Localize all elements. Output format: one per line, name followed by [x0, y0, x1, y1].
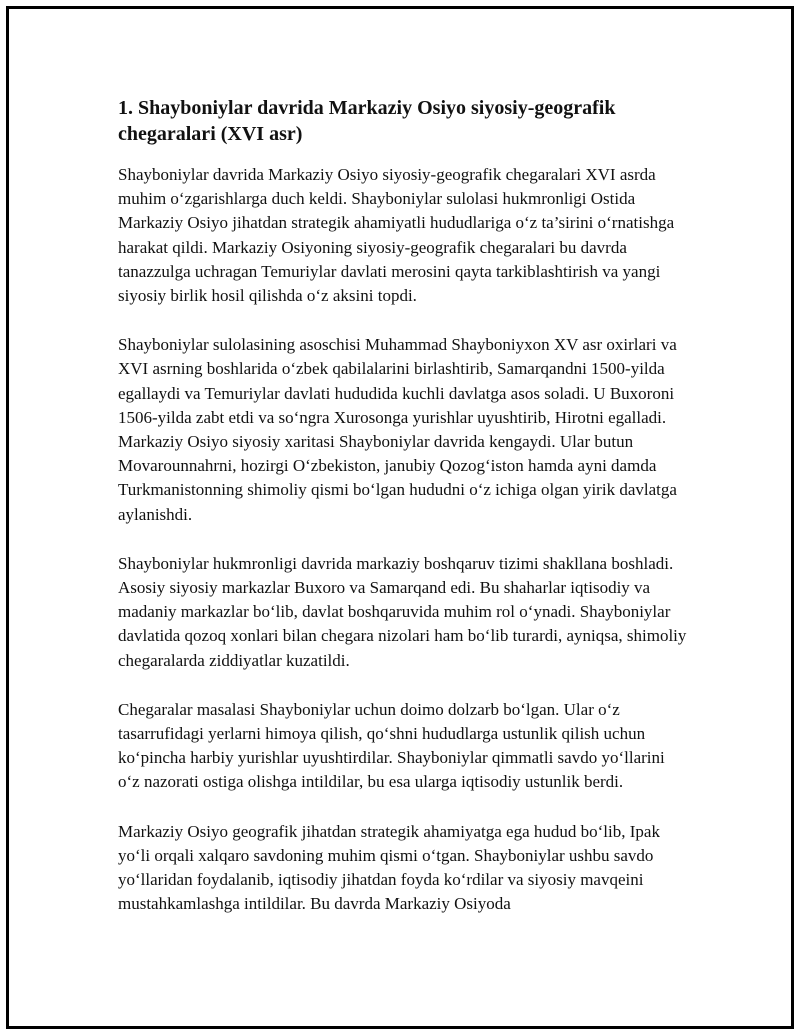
paragraph-2: Shayboniylar sulolasining asoschisi Muhammad Shayboniyxon XV asr oxirlari va XVI asrning boshlarida o‘zbek qabilalarini birlashtirib, Samarqandni 1500-yilda egallaydi va Temuriylar davlati hududida kuchli davlatga asos soladi. U Buxoroni 1506-yilda zabt etdi va so‘ngra Xurosonga yurishlar uyushtirib, Hirotni egalladi. Markaziy Osiyo siyosiy xaritasi Shayboniylar davrida kengaydi. Ular butun Movarounnahrni, hozirgi O‘zbekiston, janubiy Qozog‘iston hamda ayni damda Turkmanistonning shimoliy qismi bo‘lgan hududni o‘z ichiga olgan yirik davlatga aylanishdi.: [118, 335, 677, 524]
paragraph-5: Markaziy Osiyo geografik jihatdan strategik ahamiyatga ega hudud bo‘lib, Ipak yo‘li orqali xalqaro savdoning muhim qismi o‘tgan. Shayboniylar ushbu savdo yo‘llaridan foydalanib, iqtisodiy jihatdan foyda ko‘rdilar va siyosiy mavqeini mustahkamlashga intildilar. Bu davrda Markaziy Osiyoda: [118, 821, 660, 914]
document-body: [118, 95, 688, 941]
paragraph-3: Shayboniylar hukmronligi davrida markaziy boshqaruv tizimi shakllana boshladi. Asosiy siyosiy markazlar Buxoro va Samarqand edi. Bu shaharlar iqtisodiy va madaniy markazlar bo‘lib, davlat boshqaruvida muhim rol o‘ynadi. Shayboniylar davlatida qozoq xonlari bilan chegara nizolari ham bo‘lib turardi, ayniqsa, shimoliy chegaralarda ziddiyatlar kuzatildi.: [118, 553, 687, 670]
document-page: [6, 6, 794, 1029]
section-heading: 1. Shayboniylar davrida Markaziy Osiyo siyosiy-geografik chegaralari (XVI asr): [118, 97, 616, 145]
paragraph-4: Chegaralar masalasi Shayboniylar uchun doimo dolzarb bo‘lgan. Ular o‘z tasarrufidagi yerlarni himoya qilish, qo‘shni hududlarga ustunlik qilish uchun ko‘pincha harbiy yurishlar uyushtirdilar. Shayboniylar qimmatli savdo yo‘llarini o‘z nazorati ostiga olishga intildilar, bu esa ularga iqtisodiy ustunlik berdi.: [118, 699, 665, 792]
paragraph-1: Shayboniylar davrida Markaziy Osiyo siyosiy-geografik chegaralari XVI asrda muhim o‘zgarishlarga duch keldi. Shayboniylar sulolasi hukmronligi Ostida Markaziy Osiyo jihatdan strategik ahamiyatli hududlariga o‘z ta’sirini o‘rnatishga harakat qildi. Markaziy Osiyoning siyosiy-geografik chegaralari bu davrda tanazzulga uchragan Temuriylar davlati merosini qayta tarkiblashtirish va yangi siyosiy birlik hosil qilishda o‘z aksini topdi.: [118, 165, 675, 306]
